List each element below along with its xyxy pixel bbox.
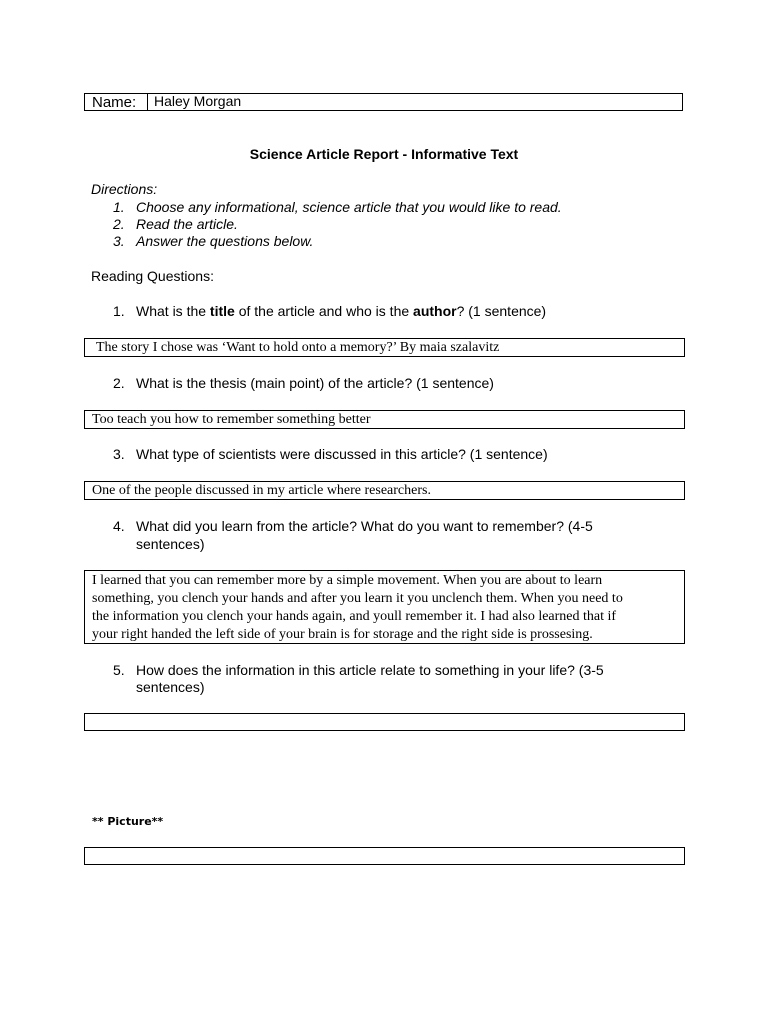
- direction-number-2: 2.: [113, 216, 125, 232]
- answer-4-line-2: something, you clench your hands and after you learn it you unclench them. When you need to: [92, 591, 623, 606]
- question-number-3: 3.: [113, 446, 125, 462]
- question-number-5: 5.: [113, 662, 125, 678]
- direction-number-1: 1.: [113, 199, 125, 215]
- name-divider: [147, 94, 148, 110]
- direction-item-3: Answer the questions below.: [136, 233, 314, 249]
- question-4-line-1: What did you learn from the article? What do you want to remember? (4-5: [136, 518, 593, 534]
- answer-box-4[interactable]: [84, 570, 685, 644]
- picture-box[interactable]: [84, 847, 685, 865]
- direction-item-2: Read the article.: [136, 216, 238, 232]
- answer-3-text: One of the people discussed in my article where researchers.: [92, 483, 431, 498]
- question-1-text-b: of the article and who is the: [234, 303, 414, 319]
- question-5-line-1: How does the information in this article relate to something in your life? (3-5: [136, 662, 604, 678]
- name-field[interactable]: [84, 93, 683, 111]
- page-title: Science Article Report - Informative Text: [249, 146, 519, 162]
- name-value[interactable]: Haley Morgan: [154, 93, 242, 109]
- answer-4-line-4: your right handed the left side of your brain is for storage and the right side is prossesing.: [92, 627, 593, 642]
- directions-heading: Directions:: [91, 181, 158, 197]
- question-number-2: 2.: [113, 375, 125, 391]
- question-1-title-word: title: [209, 303, 235, 319]
- question-1-author-word: author: [413, 303, 457, 319]
- reading-questions-heading: Reading Questions:: [91, 268, 214, 284]
- question-2: What is the thesis (main point) of the article? (1 sentence): [136, 375, 494, 391]
- answer-box-1[interactable]: [84, 338, 685, 357]
- question-5-line-2: sentences): [136, 679, 205, 695]
- direction-number-3: 3.: [113, 233, 125, 249]
- name-label: Name:: [92, 94, 137, 111]
- question-number-1: 1.: [113, 303, 125, 319]
- question-number-4: 4.: [113, 518, 125, 534]
- answer-box-3[interactable]: [84, 481, 685, 500]
- answer-2-text: Too teach you how to remember something better: [92, 412, 371, 427]
- answer-4-line-3: the information you clench your hands again, and youll remember it. I had also learned that if: [92, 609, 617, 624]
- answer-box-2[interactable]: [84, 410, 685, 429]
- direction-item-1: Choose any informational, science article that you would like to read.: [136, 199, 562, 215]
- answer-box-5[interactable]: [84, 713, 685, 731]
- question-1-text-c: ? (1 sentence): [456, 303, 547, 319]
- question-1: [136, 303, 546, 320]
- picture-label: ** Picture**: [92, 815, 164, 828]
- answer-1-text: The story I chose was ‘Want to hold onto a memory?’ By maia szalavitz: [96, 340, 500, 355]
- question-1-text-a: What is the: [136, 303, 210, 319]
- question-4-line-2: sentences): [136, 536, 205, 552]
- question-3: What type of scientists were discussed in this article? (1 sentence): [136, 446, 548, 462]
- answer-4-line-1: I learned that you can remember more by a simple movement. When you are about to learn: [92, 573, 603, 588]
